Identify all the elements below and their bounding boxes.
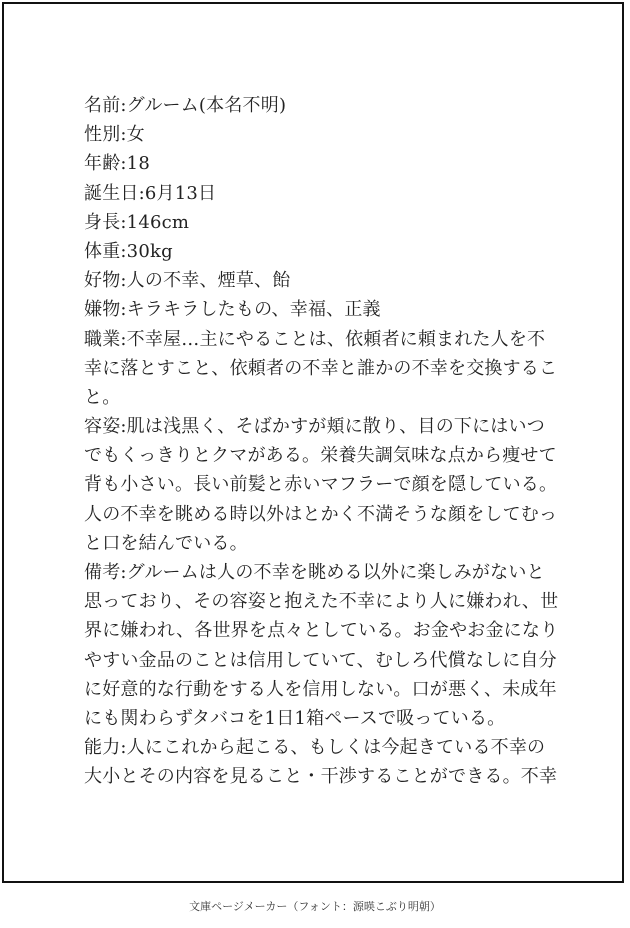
profile-line-appearance-cont: 背も小さい。長い前髪と赤いマフラーで顔を隠している。 <box>84 474 558 496</box>
profile-line-appearance: 容姿:肌は浅黒く、そばかすが頬に散り、目の下にはいつ <box>84 416 545 438</box>
profile-line-notes-cont: にも関わらずタバコを1日1箱ペースで吸っている。 <box>84 707 506 729</box>
footer-credit: 文庫ページメーカー（フォント：源暎こぶり明朝） <box>189 900 441 913</box>
profile-line-name: 名前:グルーム(本名不明) <box>84 95 287 116</box>
profile-line-height: 身長:146cm <box>84 211 190 233</box>
profile-line-likes: 好物:人の不幸、煙草、飴 <box>84 270 291 292</box>
profile-line-notes-cont: やすい金品のことは信用していて、むしろ代償なしに自分 <box>84 649 557 671</box>
profile-line-birthday: 誕生日:6月13日 <box>84 182 217 204</box>
profile-line-notes-cont: 思っており、その容姿と抱えた不幸により人に嫌われ、世 <box>84 591 559 613</box>
profile-line-ability-cont: 大小とその内容を見ること・干渉することができる。不幸 <box>84 766 558 788</box>
profile-line-notes-cont: に好意的な行動をする人を信用しない。口が悪く、未成年 <box>84 678 557 700</box>
profile-line-notes: 備考:グルームは人の不幸を眺める以外に楽しみがないと <box>84 562 545 583</box>
profile-line-occupation-cont: 幸に落とすこと、依頼者の不幸と誰かの不幸を交換するこ <box>84 357 558 379</box>
profile-line-occupation-cont: と。 <box>84 386 121 408</box>
profile-line-appearance-cont: と口を結んでいる。 <box>84 532 248 554</box>
profile-line-dislikes: 嫌物:キラキラしたもの、幸福、正義 <box>84 299 381 321</box>
profile-line-age: 年齢:18 <box>84 153 150 175</box>
profile-line-gender: 性別:女 <box>84 124 145 146</box>
page-frame <box>2 2 624 883</box>
profile-line-notes-cont: 界に嫌われ、各世界を点々としている。お金やお金になり <box>84 620 559 642</box>
profile-line-weight: 体重:30kg <box>84 240 173 262</box>
profile-line-ability: 能力:人にこれから起こる、もしくは今起きている不幸の <box>84 737 546 759</box>
profile-line-appearance-cont: 人の不幸を眺める時以外はとかく不満そうな顔をしてむっ <box>84 503 558 525</box>
profile-line-appearance-cont: でもくっきりとクマがある。栄養失調気味な点から痩せて <box>84 445 557 467</box>
profile-line-occupation: 職業:不幸屋…主にやることは、依頼者に頼まれた人を不 <box>84 328 546 350</box>
profile-text-block <box>84 91 559 792</box>
